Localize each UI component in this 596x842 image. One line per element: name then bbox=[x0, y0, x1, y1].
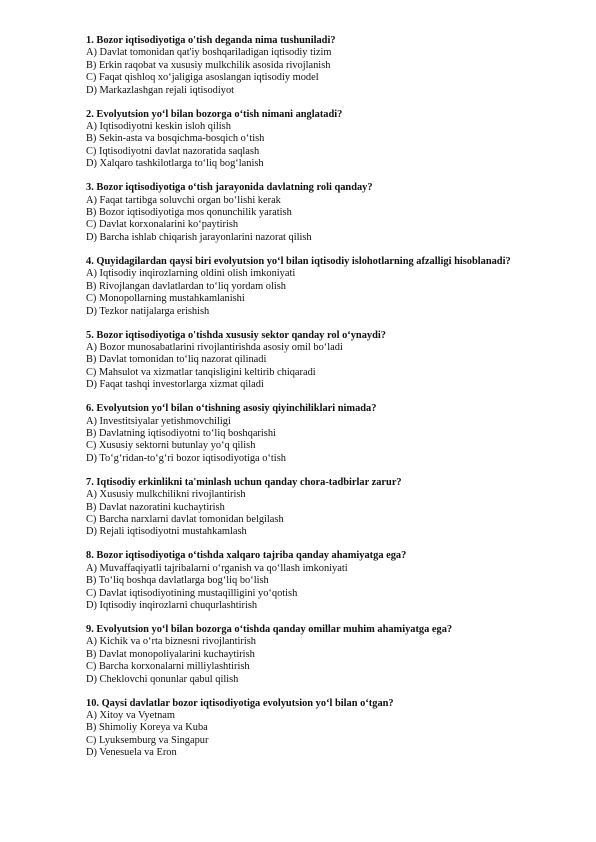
answer-option: D) Barcha ishlab chiqarish jarayonlarini nazorat qilish bbox=[86, 231, 312, 243]
answer-option: D) Faqat tashqi investorlarga xizmat qiladi bbox=[86, 379, 264, 391]
question-title: 7. Iqtisodiy erkinlikni ta'minlash uchun qanday chora-tadbirlar zarur? bbox=[86, 476, 402, 488]
question-block bbox=[86, 35, 586, 97]
answer-option: C) Davlat korxonalarini ko‘paytirish bbox=[86, 219, 239, 231]
question-title: 8. Bozor iqtisodiyotiga o‘tishda xalqaro tajriba qanday ahamiyatga ega? bbox=[86, 550, 407, 562]
answer-option: D) Markazlashgan rejali iqtisodiyot bbox=[86, 84, 235, 96]
answer-option: C) Iqtisodiyotni davlat nazoratida saqlash bbox=[86, 145, 260, 157]
answer-option: B) Davlat nazoratini kuchaytirish bbox=[86, 501, 225, 513]
answer-option: C) Barcha narxlarni davlat tomonidan belgilash bbox=[86, 513, 284, 525]
answer-option: D) Venesuela va Eron bbox=[86, 747, 177, 759]
question-block bbox=[86, 550, 586, 612]
question-block bbox=[86, 403, 586, 465]
question-block bbox=[86, 256, 586, 318]
question-title: 5. Bozor iqtisodiyotiga o'tishda xususiy sektor qanday rol o‘ynaydi? bbox=[86, 329, 386, 341]
answer-option: D) Cheklovchi qonunlar qabul qilish bbox=[86, 673, 239, 685]
answer-option: D) Xalqaro tashkilotlarga to‘liq bog‘lanish bbox=[86, 158, 264, 170]
question-title: 6. Evolyutsion yo‘l bilan o‘tishning asosiy qiyinchiliklari nimada? bbox=[86, 403, 377, 415]
answer-option: A) Iqtisodiy inqirozlarning oldini olish imkoniyati bbox=[86, 268, 296, 280]
answer-option: A) Davlat tomonidan qat'iy boshqariladigan iqtisodiy tizim bbox=[86, 47, 332, 59]
question-block bbox=[86, 109, 586, 171]
question-list bbox=[86, 35, 586, 771]
answer-option: D) Rejali iqtisodiyotni mustahkamlash bbox=[86, 526, 247, 538]
answer-option: A) Xususiy mulkchilikni rivojlantirish bbox=[86, 489, 246, 501]
answer-option: D) Tezkor natijalarga erishish bbox=[86, 305, 210, 317]
answer-option: C) Xususiy sektorni butunlay yo‘q qilish bbox=[86, 440, 256, 452]
question-title: 9. Evolyutsion yo‘l bilan bozorga o‘tishda qanday omillar muhim ahamiyatga ega? bbox=[86, 624, 453, 635]
answer-option: A) Kichik va o‘rta biznesni rivojlantirish bbox=[86, 636, 256, 648]
answer-option: C) Lyuksemburg va Singapur bbox=[86, 734, 209, 746]
answer-option: B) Bozor iqtisodiyotiga mos qonunchilik yaratish bbox=[86, 207, 292, 219]
answer-option: C) Mahsulot va xizmatlar tanqisligini keltirib chiqaradi bbox=[86, 366, 316, 378]
answer-option: A) Bozor munosabatlarini rivojlantirishda asosiy omil bo‘ladi bbox=[86, 341, 343, 353]
question-block bbox=[86, 182, 586, 244]
answer-option: B) Rivojlangan davlatlardan to‘liq yordam olish bbox=[86, 280, 286, 292]
answer-option: C) Davlat iqtisodiyotining mustaqilligini yo‘qotish bbox=[86, 587, 298, 599]
answer-option: B) Davlat monopoliyalarini kuchaytirish bbox=[86, 648, 255, 660]
answer-option: D) To‘g‘ridan-to‘g‘ri bozor iqtisodiyotiga o‘tish bbox=[86, 452, 286, 464]
answer-option: B) Erkin raqobat va xususiy mulkchilik asosida rivojlanish bbox=[86, 59, 331, 71]
answer-option: C) Faqat qishloq xo‘jaligiga asoslangan iqtisodiy model bbox=[86, 72, 319, 84]
question-block bbox=[86, 698, 586, 760]
answer-option: A) Investitsiyalar yetishmovchiligi bbox=[86, 415, 231, 427]
answer-option: A) Faqat tartibga soluvchi organ bo‘lishi kerak bbox=[86, 194, 281, 206]
answer-option: D) Iqtisodiy inqirozlarni chuqurlashtirish bbox=[86, 600, 258, 611]
answer-option: B) To‘liq boshqa davlatlarga bog‘liq bo‘lish bbox=[86, 575, 269, 587]
question-title: 3. Bozor iqtisodiyotiga o‘tish jarayonida davlatning roli qanday? bbox=[86, 182, 373, 194]
answer-option: C) Barcha korxonalarni milliylashtirish bbox=[86, 661, 250, 673]
question-block bbox=[86, 624, 586, 686]
answer-option: A) Iqtisodiyotni keskin isloh qilish bbox=[86, 121, 231, 133]
answer-option: C) Monopollarning mustahkamlanishi bbox=[86, 293, 245, 305]
answer-option: B) Davlat tomonidan to‘liq nazorat qilinadi bbox=[86, 354, 267, 366]
question-title: 4. Quyidagilardan qaysi biri evolyutsion yo‘l bilan iqtisodiy islohotlarning afzalligi hisoblanadi? bbox=[86, 255, 511, 267]
question-block bbox=[86, 330, 586, 392]
question-title: 1. Bozor iqtisodiyotiga o'tish deganda nima tushuniladi? bbox=[86, 35, 336, 46]
answer-option: B) Shimoliy Koreya va Kuba bbox=[86, 722, 208, 734]
answer-option: A) Muvaffaqiyatli tajribalarni o‘rganish va qo‘llash imkoniyati bbox=[86, 562, 348, 574]
answer-option: B) Davlatning iqtisodiyotni to‘liq boshqarishi bbox=[86, 427, 276, 439]
answer-option: B) Sekin-asta va bosqichma-bosqich o‘tish bbox=[86, 133, 265, 145]
question-title: 10. Qaysi davlatlar bozor iqtisodiyotiga evolyutsion yo‘l bilan o‘tgan? bbox=[86, 697, 394, 709]
question-block bbox=[86, 477, 586, 539]
question-title: 2. Evolyutsion yo‘l bilan bozorga o‘tish nimani anglatadi? bbox=[86, 108, 343, 120]
answer-option: A) Xitoy va Vyetnam bbox=[86, 710, 175, 722]
